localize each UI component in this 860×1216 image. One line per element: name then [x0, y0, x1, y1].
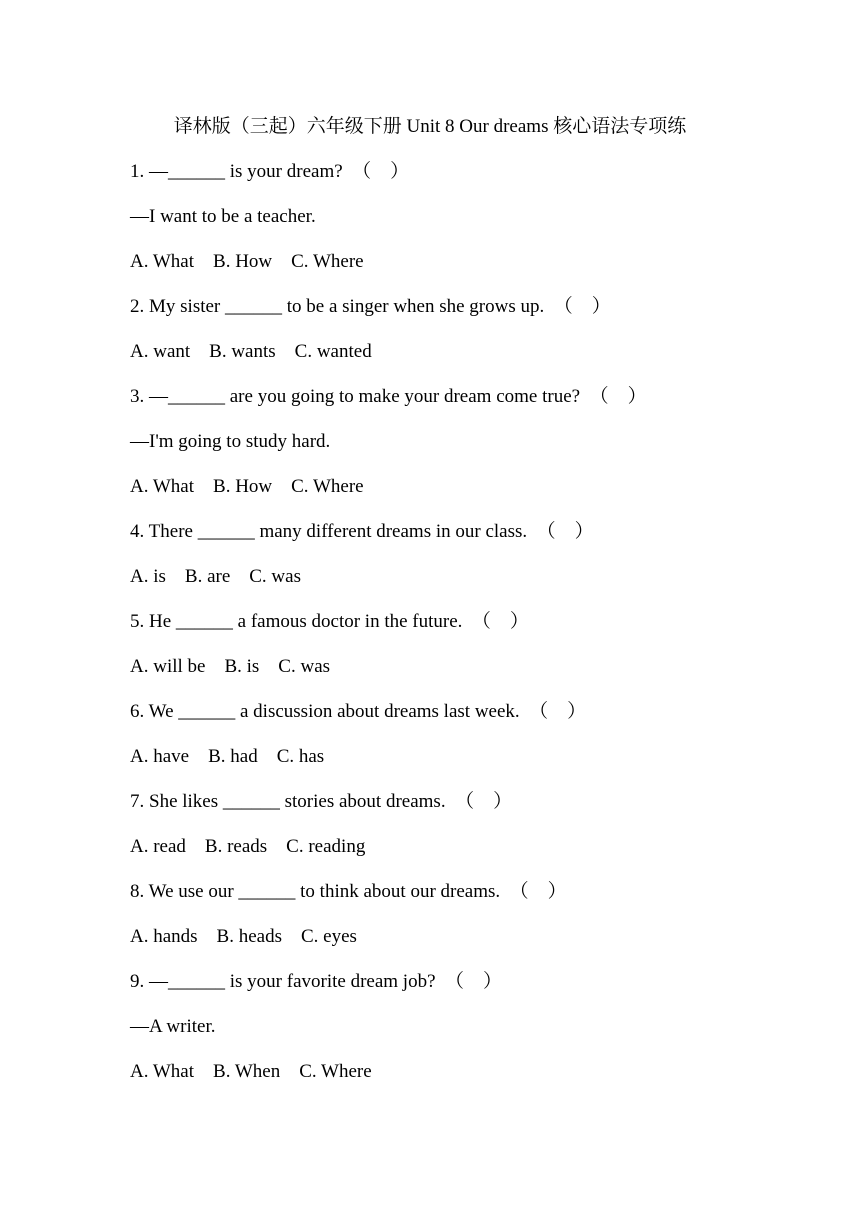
document-title: 译林版（三起）六年级下册 Unit 8 Our dreams 核心语法专项练: [173, 116, 687, 137]
question-list: [130, 159, 830, 1104]
question-2-stem: 2. My sister ______ to be a singer when she grows up. （ ）: [130, 296, 611, 317]
question-3-answer-line: —I'm going to study hard.: [130, 431, 331, 452]
question-7-options: A. read B. reads C. reading: [130, 836, 366, 857]
question-7-stem: 7. She likes ______ stories about dreams. （ ）: [130, 791, 513, 812]
question-1-options: A. What B. How C. Where: [130, 251, 364, 272]
question-3-stem: 3. —______ are you going to make your dream come true? （ ）: [130, 386, 647, 407]
question-4-options: A. is B. are C. was: [130, 566, 301, 587]
question-1-stem: 1. —______ is your dream? （ ）: [130, 161, 410, 182]
question-5-options: A. will be B. is C. was: [130, 656, 331, 677]
question-9-stem: 9. —______ is your favorite dream job? （ ）: [130, 971, 503, 992]
question-2-options: A. want B. wants C. wanted: [130, 341, 372, 362]
question-6-stem: 6. We ______ a discussion about dreams last week. （ ）: [130, 701, 587, 722]
question-8-stem: 8. We use our ______ to think about our dreams. （ ）: [130, 881, 567, 902]
question-5-stem: 5. He ______ a famous doctor in the future. （ ）: [130, 611, 529, 632]
question-8-options: A. hands B. heads C. eyes: [130, 926, 357, 947]
question-1-answer-line: —I want to be a teacher.: [130, 206, 316, 227]
question-9-options: A. What B. When C. Where: [130, 1061, 372, 1082]
question-4-stem: 4. There ______ many different dreams in our class. （ ）: [130, 521, 594, 542]
question-3-options: A. What B. How C. Where: [130, 476, 364, 497]
question-6-options: A. have B. had C. has: [130, 746, 325, 767]
question-9-answer-line: —A writer.: [130, 1016, 216, 1037]
